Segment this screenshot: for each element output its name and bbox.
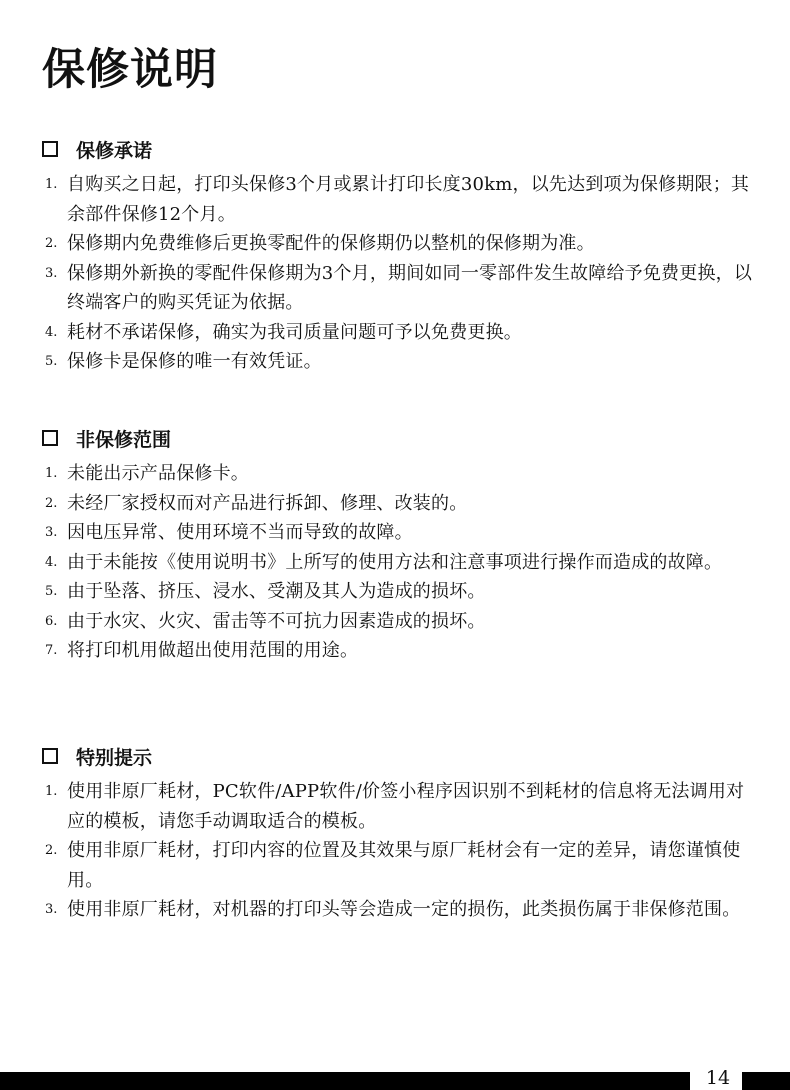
item-text: 未经厂家授权而对产品进行拆卸、修理、改装的。 xyxy=(67,492,468,514)
item-number: 3. xyxy=(45,902,58,917)
list-item xyxy=(42,577,757,607)
item-number: 3. xyxy=(45,525,58,540)
checkbox-square-icon xyxy=(42,141,58,157)
section-non-warranty-scope xyxy=(42,423,757,666)
item-number: 6. xyxy=(45,613,58,629)
item-number: 4. xyxy=(45,554,58,570)
list-item xyxy=(42,895,757,925)
list-item xyxy=(42,459,757,489)
item-number: 1. xyxy=(45,177,58,192)
item-number: 2. xyxy=(45,495,58,511)
item-text: 使用非原厂耗材，PC软件/APP软件/价签小程序因识别不到耗材的信息将无法调用对应的模板，请您手动调取适合的模板。 xyxy=(67,781,745,832)
section-heading xyxy=(42,741,757,771)
footer-bar xyxy=(0,1072,690,1090)
section-heading-text: 特别提示 xyxy=(76,746,153,769)
item-text: 使用非原厂耗材，对机器的打印头等会造成一定的损伤，此类损伤属于非保修范围。 xyxy=(67,899,741,920)
item-number: 7. xyxy=(45,643,58,658)
page-number: 14 xyxy=(705,1067,731,1089)
section-heading-text: 保修承诺 xyxy=(76,139,153,162)
checkbox-square-icon xyxy=(42,430,58,446)
list-item xyxy=(42,347,757,377)
item-number: 1. xyxy=(45,784,58,799)
list-item xyxy=(42,636,757,666)
item-text: 使用非原厂耗材，打印内容的位置及其效果与原厂耗材会有一定的差异，请您谨慎使用。 xyxy=(67,840,741,891)
checkbox-square-icon xyxy=(42,748,58,764)
item-text: 由于坠落、挤压、浸水、受潮及其人为造成的损坏。 xyxy=(67,581,486,602)
section-heading xyxy=(42,423,757,453)
section-heading-text: 非保修范围 xyxy=(76,428,172,451)
item-text: 保修卡是保修的唯一有效凭证。 xyxy=(67,351,322,372)
footer-bar-right xyxy=(742,1072,790,1090)
list-item xyxy=(42,777,757,836)
item-text: 由于水灾、火灾、雷击等不可抗力因素造成的损坏。 xyxy=(67,610,486,632)
item-number: 2. xyxy=(45,843,58,858)
item-number: 5. xyxy=(45,584,58,599)
item-text: 未能出示产品保修卡。 xyxy=(67,463,249,484)
item-number: 2. xyxy=(45,236,58,251)
list-item xyxy=(42,229,757,259)
list-item xyxy=(42,489,757,519)
item-text: 将打印机用做超出使用范围的用途。 xyxy=(67,640,359,661)
list-item xyxy=(42,170,757,229)
list-item xyxy=(42,318,757,348)
list-item xyxy=(42,607,757,637)
list-item xyxy=(42,518,757,548)
section-special-notice xyxy=(42,741,757,925)
item-text: 由于未能按《使用说明书》上所写的使用方法和注意事项进行操作而造成的故障。 xyxy=(67,551,723,573)
item-number: 5. xyxy=(45,354,58,369)
item-number: 1. xyxy=(45,466,58,481)
item-number: 4. xyxy=(45,324,58,340)
list-item xyxy=(42,548,757,578)
item-text: 因电压异常、使用环境不当而导致的故障。 xyxy=(67,522,413,543)
section-heading xyxy=(42,134,757,164)
item-text: 保修期内免费维修后更换零配件的保修期仍以整机的保修期为准。 xyxy=(67,233,595,254)
list-item xyxy=(42,259,757,318)
page-title: 保修说明 xyxy=(42,45,218,95)
item-text: 保修期外新换的零配件保修期为3个月，期间如同一零部件发生故障给予免费更换，以终端客户的购买凭证为依据。 xyxy=(67,262,753,313)
item-text: 耗材不承诺保修，确实为我司质量问题可予以免费更换。 xyxy=(67,321,522,343)
section-warranty-commitment xyxy=(42,134,757,377)
item-text: 自购买之日起，打印头保修3个月或累计打印长度30km，以先达到项为保修期限；其余部件保修12个月。 xyxy=(67,174,750,225)
list-item xyxy=(42,836,757,895)
item-number: 3. xyxy=(45,265,58,281)
